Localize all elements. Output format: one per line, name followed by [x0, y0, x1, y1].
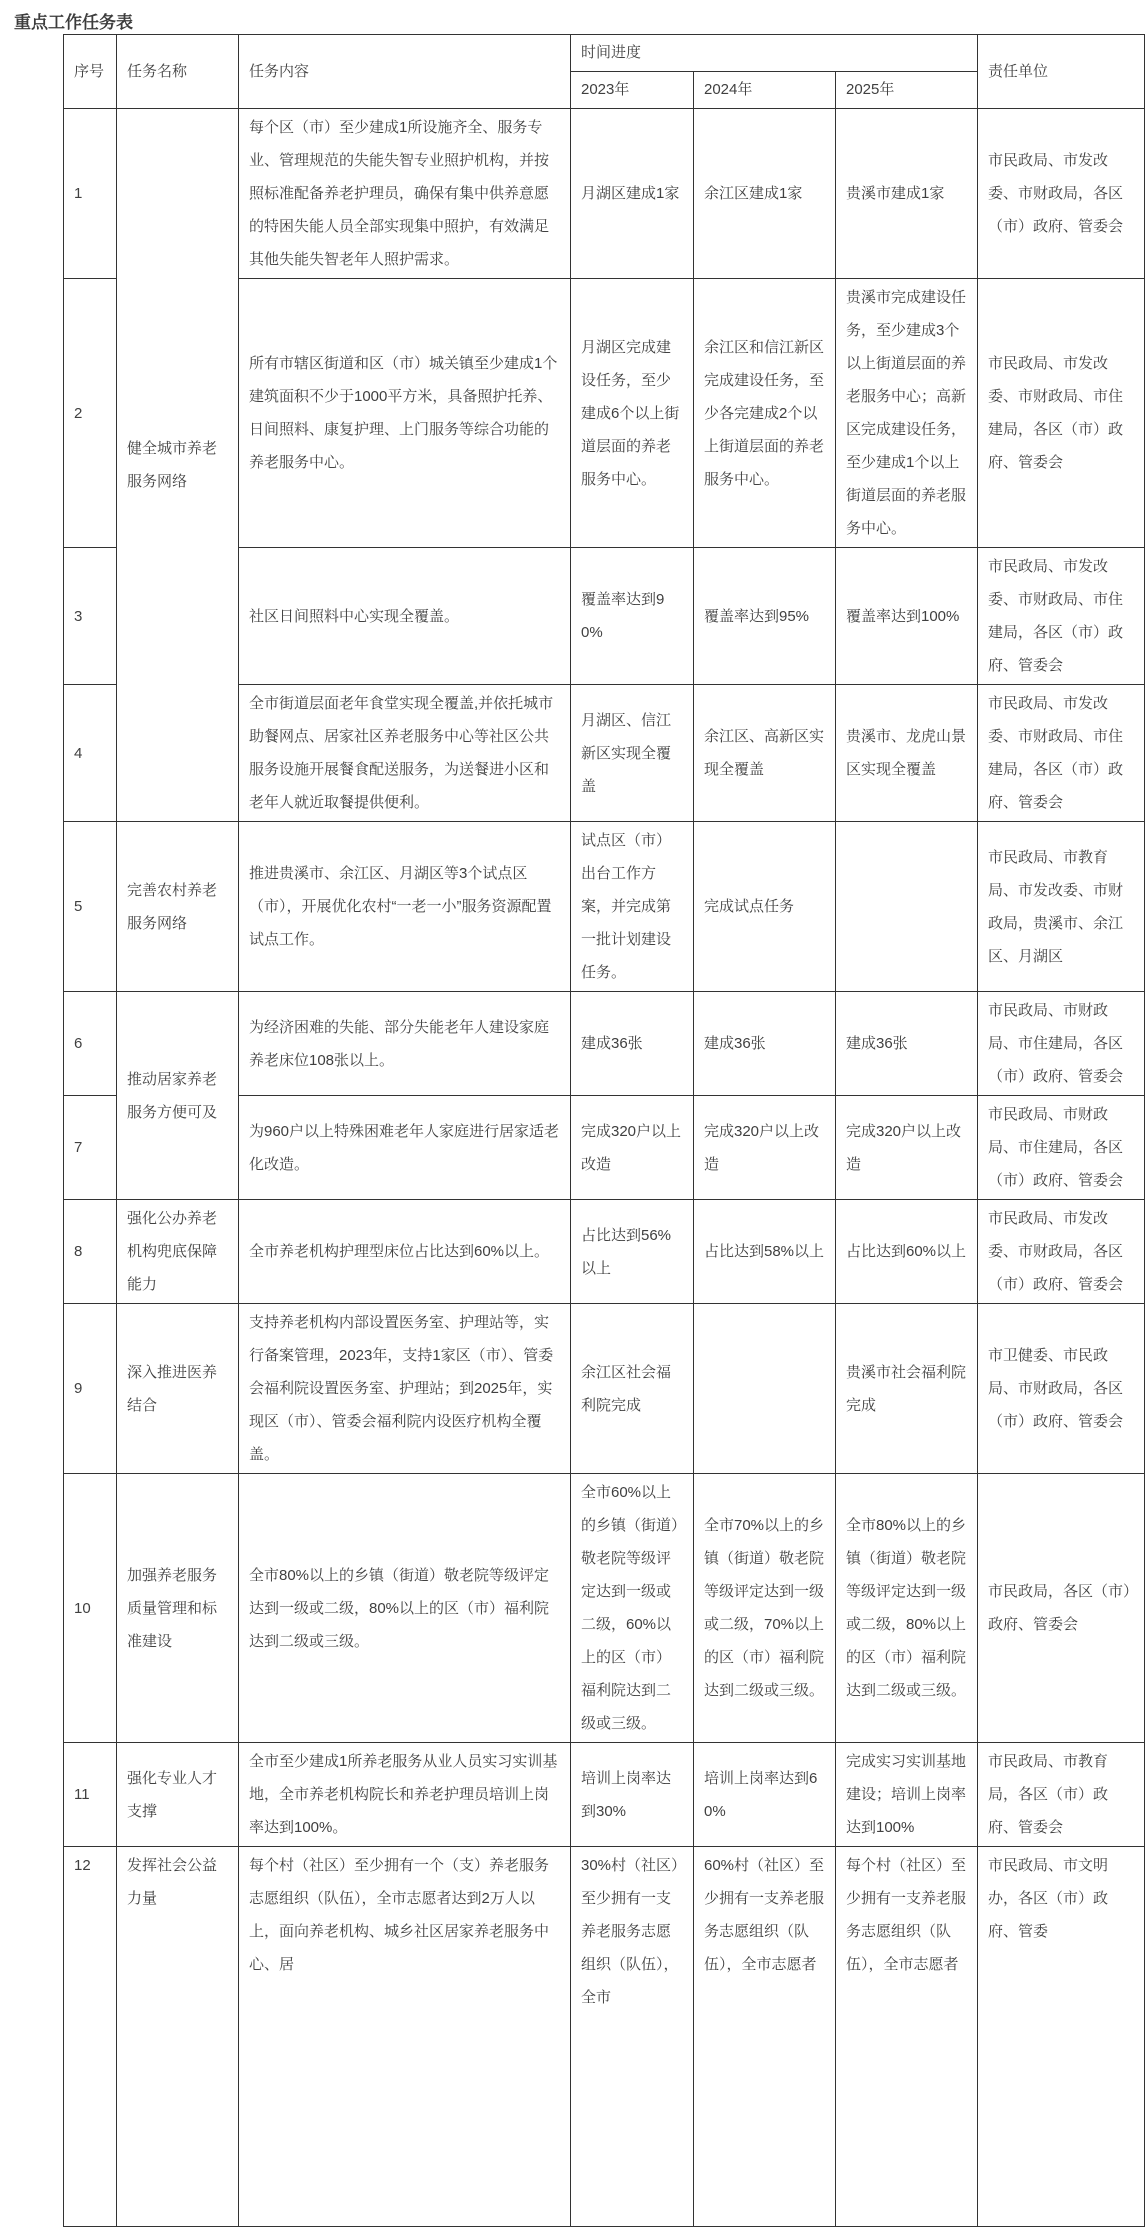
task-content-cell: 每个区（市）至少建成1所设施齐全、服务专业、管理规范的失能失智专业照护机构，并按照标准配备养老护理员，确保有集中供养意愿的特困失能人员全部实现集中照护，有效满足其他失能失智老年人照护需求。 — [239, 109, 571, 279]
task-name-cell: 发挥社会公益力量 — [117, 1847, 239, 2227]
table-row — [64, 1304, 1145, 1474]
header-task-content: 任务内容 — [239, 35, 571, 109]
year-2023-cell: 30%村（社区）至少拥有一支养老服务志愿组织（队伍），全市 — [571, 1847, 694, 2227]
responsible-unit-cell: 市民政局、市发改委、市财政局，各区（市）政府、管委会 — [978, 1200, 1145, 1304]
row-number-cell: 5 — [64, 822, 117, 992]
year-2025-cell: 完成320户以上改造 — [836, 1096, 978, 1200]
responsible-unit-cell: 市民政局、市文明办，各区（市）政府、管委 — [978, 1847, 1145, 2227]
year-2025-cell: 全市80%以上的乡镇（街道）敬老院等级评定达到一级或二级，80%以上的区（市）福利院达到二级或三级。 — [836, 1474, 978, 1743]
year-2025-cell: 贵溪市、龙虎山景区实现全覆盖 — [836, 685, 978, 822]
year-2025-cell: 覆盖率达到100% — [836, 548, 978, 685]
header-responsible: 责任单位 — [978, 35, 1145, 109]
row-number-cell: 6 — [64, 992, 117, 1096]
year-2024-cell: 建成36张 — [694, 992, 836, 1096]
task-name-cell: 强化公办养老机构兜底保障能力 — [117, 1200, 239, 1304]
year-2023-cell: 余江区社会福利院完成 — [571, 1304, 694, 1474]
row-number-cell: 8 — [64, 1200, 117, 1304]
year-2023-cell: 建成36张 — [571, 992, 694, 1096]
header-2023: 2023年 — [571, 72, 694, 109]
table-row — [64, 1474, 1145, 1743]
responsible-unit-cell: 市民政局、市发改委、市财政局，各区（市）政府、管委会 — [978, 109, 1145, 279]
responsible-unit-cell: 市民政局、市发改委、市财政局、市住建局，各区（市）政府、管委会 — [978, 279, 1145, 548]
task-content-cell: 社区日间照料中心实现全覆盖。 — [239, 548, 571, 685]
table-row — [64, 1847, 1145, 2227]
year-2023-cell: 月湖区、信江新区实现全覆盖 — [571, 685, 694, 822]
task-name-cell: 强化专业人才支撑 — [117, 1743, 239, 1847]
responsible-unit-cell: 市民政局、市财政局、市住建局，各区（市）政府、管委会 — [978, 992, 1145, 1096]
year-2024-cell: 余江区和信江新区完成建设任务，至少各完建成2个以上街道层面的养老服务中心。 — [694, 279, 836, 548]
year-2024-cell: 余江区建成1家 — [694, 109, 836, 279]
row-number-cell: 3 — [64, 548, 117, 685]
task-content-cell: 全市街道层面老年食堂实现全覆盖,并依托城市助餐网点、居家社区养老服务中心等社区公共服务设施开展餐食配送服务，为送餐进小区和老年人就近取餐提供便利。 — [239, 685, 571, 822]
task-content-cell: 全市养老机构护理型床位占比达到60%以上。 — [239, 1200, 571, 1304]
row-number-cell: 2 — [64, 279, 117, 548]
row-number-cell: 12 — [64, 1847, 117, 2227]
year-2025-cell: 建成36张 — [836, 992, 978, 1096]
table-row — [64, 822, 1145, 992]
task-content-cell: 支持养老机构内部设置医务室、护理站等，实行备案管理，2023年，支持1家区（市）、管委会福利院设置医务室、护理站；到2025年，实现区（市）、管委会福利院内设医疗机构全覆盖。 — [239, 1304, 571, 1474]
year-2023-cell: 试点区（市）出台工作方案，并完成第一批计划建设任务。 — [571, 822, 694, 992]
year-2024-cell: 覆盖率达到95% — [694, 548, 836, 685]
year-2024-cell: 全市70%以上的乡镇（街道）敬老院等级评定达到一级或二级，70%以上的区（市）福利院达到二级或三级。 — [694, 1474, 836, 1743]
row-number-cell: 10 — [64, 1474, 117, 1743]
responsible-unit-cell: 市民政局、市发改委、市财政局、市住建局，各区（市）政府、管委会 — [978, 548, 1145, 685]
table-row — [64, 109, 1145, 279]
year-2023-cell: 全市60%以上的乡镇（街道）敬老院等级评定达到一级或二级，60%以上的区（市）福利院达到二级或三级。 — [571, 1474, 694, 1743]
header-task-name: 任务名称 — [117, 35, 239, 109]
year-2023-cell: 占比达到56%以上 — [571, 1200, 694, 1304]
year-2025-cell: 贵溪市建成1家 — [836, 109, 978, 279]
task-content-cell: 推进贵溪市、余江区、月湖区等3个试点区（市），开展优化农村“一老一小”服务资源配置试点工作。 — [239, 822, 571, 992]
year-2024-cell: 完成试点任务 — [694, 822, 836, 992]
table-row — [64, 1200, 1145, 1304]
task-content-cell: 每个村（社区）至少拥有一个（支）养老服务志愿组织（队伍），全市志愿者达到2万人以上，面向养老机构、城乡社区居家养老服务中心、居 — [239, 1847, 571, 2227]
year-2025-cell: 每个村（社区）至少拥有一支养老服务志愿组织（队伍），全市志愿者 — [836, 1847, 978, 2227]
year-2023-cell: 月湖区建成1家 — [571, 109, 694, 279]
year-2024-cell — [694, 1304, 836, 1474]
task-name-cell: 完善农村养老服务网络 — [117, 822, 239, 992]
year-2024-cell: 余江区、高新区实现全覆盖 — [694, 685, 836, 822]
task-name-cell: 加强养老服务质量管理和标准建设 — [117, 1474, 239, 1743]
year-2023-cell: 培训上岗率达到30% — [571, 1743, 694, 1847]
task-name-cell: 深入推进医养结合 — [117, 1304, 239, 1474]
year-2023-cell: 月湖区完成建设任务，至少建成6个以上街道层面的养老服务中心。 — [571, 279, 694, 548]
row-number-cell: 9 — [64, 1304, 117, 1474]
year-2025-cell: 完成实习实训基地建设；培训上岗率达到100% — [836, 1743, 978, 1847]
task-content-cell: 所有市辖区街道和区（市）城关镇至少建成1个建筑面积不少于1000平方米，具备照护托养、日间照料、康复护理、上门服务等综合功能的养老服务中心。 — [239, 279, 571, 548]
page-title: 重点工作任务表 — [14, 13, 133, 32]
header-time-progress: 时间进度 — [571, 35, 978, 72]
responsible-unit-cell: 市民政局、市发改委、市财政局、市住建局，各区（市）政府、管委会 — [978, 685, 1145, 822]
task-content-cell: 全市至少建成1所养老服务从业人员实习实训基地，全市养老机构院长和养老护理员培训上岗率达到100%。 — [239, 1743, 571, 1847]
row-number-cell: 1 — [64, 109, 117, 279]
table-row — [64, 1743, 1145, 1847]
responsible-unit-cell: 市民政局，各区（市）政府、管委会 — [978, 1474, 1145, 1743]
year-2024-cell: 60%村（社区）至少拥有一支养老服务志愿组织（队伍），全市志愿者 — [694, 1847, 836, 2227]
year-2025-cell: 贵溪市完成建设任务，至少建成3个以上街道层面的养老服务中心；高新区完成建设任务，至少建成1个以上街道层面的养老服务中心。 — [836, 279, 978, 548]
year-2023-cell: 完成320户以上改造 — [571, 1096, 694, 1200]
task-name-cell: 推动居家养老服务方便可及 — [117, 992, 239, 1200]
responsible-unit-cell: 市民政局、市教育局，各区（市）政府、管委会 — [978, 1743, 1145, 1847]
table-header-row-1 — [64, 35, 1145, 72]
header-no: 序号 — [64, 35, 117, 109]
year-2025-cell: 占比达到60%以上 — [836, 1200, 978, 1304]
year-2024-cell: 培训上岗率达到60% — [694, 1743, 836, 1847]
header-2025: 2025年 — [836, 72, 978, 109]
row-number-cell: 11 — [64, 1743, 117, 1847]
responsible-unit-cell: 市卫健委、市民政局、市财政局，各区（市）政府、管委会 — [978, 1304, 1145, 1474]
responsible-unit-cell: 市民政局、市教育局、市发改委、市财政局，贵溪市、余江区、月湖区 — [978, 822, 1145, 992]
key-tasks-table — [63, 34, 1145, 2227]
year-2023-cell: 覆盖率达到90% — [571, 548, 694, 685]
year-2025-cell: 贵溪市社会福利院完成 — [836, 1304, 978, 1474]
year-2025-cell — [836, 822, 978, 992]
year-2024-cell: 完成320户以上改造 — [694, 1096, 836, 1200]
responsible-unit-cell: 市民政局、市财政局、市住建局，各区（市）政府、管委会 — [978, 1096, 1145, 1200]
task-name-cell: 健全城市养老服务网络 — [117, 109, 239, 822]
task-content-cell: 全市80%以上的乡镇（街道）敬老院等级评定达到一级或二级，80%以上的区（市）福利院达到二级或三级。 — [239, 1474, 571, 1743]
year-2024-cell: 占比达到58%以上 — [694, 1200, 836, 1304]
header-2024: 2024年 — [694, 72, 836, 109]
table-row — [64, 992, 1145, 1096]
row-number-cell: 7 — [64, 1096, 117, 1200]
row-number-cell: 4 — [64, 685, 117, 822]
task-content-cell: 为经济困难的失能、部分失能老年人建设家庭养老床位108张以上。 — [239, 992, 571, 1096]
task-content-cell: 为960户以上特殊困难老年人家庭进行居家适老化改造。 — [239, 1096, 571, 1200]
